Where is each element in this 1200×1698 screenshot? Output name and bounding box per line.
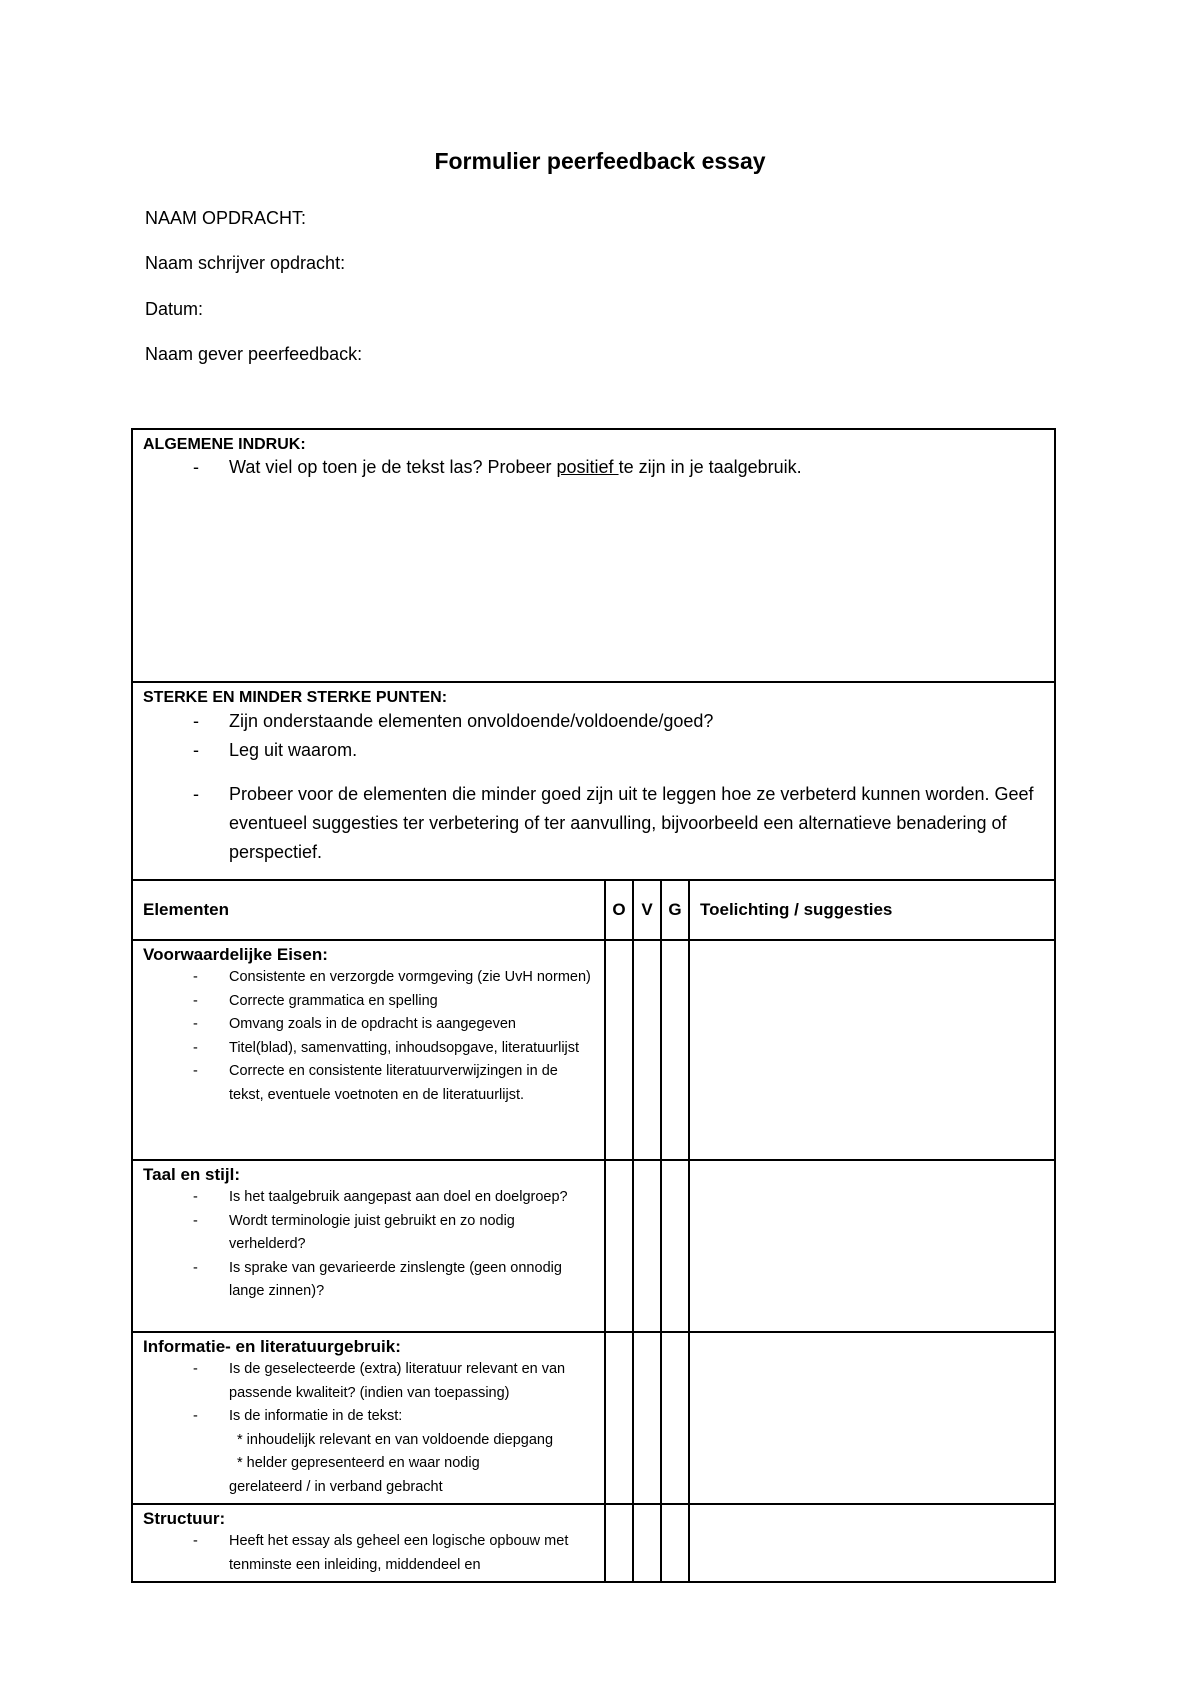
page-title: Formulier peerfeedback essay [434,148,766,174]
field-date: Datum: [145,299,204,319]
rating-o-cell[interactable] [605,1160,633,1332]
table-row [132,940,1055,1160]
general-impression-question: - Wat viel op toen je de tekst las? Probeer positief te zijn in je taalgebruik. [143,454,1044,480]
list-item: - Consistente en verzorgde vormgeving (zie UvH normen) [143,966,594,990]
section-conditions [132,940,605,1160]
list-item: - Is de geselecteerde (extra) literatuur relevant en van passende kwaliteit? (indien van toepassing) [143,1358,594,1405]
notes-cell[interactable] [689,1332,1055,1504]
header-notes: Toelichting / suggesties [689,880,1055,940]
list-item: - Omvang zoals in de opdracht is aangegeven [143,1013,594,1037]
rating-o-cell[interactable] [605,1504,633,1582]
field-writer-name: Naam schrijver opdracht: [145,253,346,273]
field-reviewer-name: Naam gever peerfeedback: [145,344,363,364]
rating-g-cell[interactable] [661,940,689,1160]
header-elements: Elementen [132,880,605,940]
rating-g-cell[interactable] [661,1332,689,1504]
notes-cell[interactable] [689,1160,1055,1332]
rating-o-cell[interactable] [605,940,633,1160]
section-structure [132,1504,605,1582]
list-item: - Leg uit waarom. [143,736,1044,765]
table-row [132,1504,1055,1582]
list-item: - Zijn onderstaande elementen onvoldoende/voldoende/goed? [143,707,1044,736]
header-v: V [633,880,661,940]
section-language-style [132,1160,605,1332]
table-row [132,1332,1055,1504]
table-header-row [132,880,1055,940]
strengths-heading: STERKE EN MINDER STERKE PUNTEN: [143,689,448,706]
rating-v-cell[interactable] [633,1504,661,1582]
list-item: - Is sprake van gevarieerde zinslengte (geen onnodig lange zinnen)? [143,1257,594,1304]
section-title: Structuur: [143,1509,226,1528]
rating-v-cell[interactable] [633,940,661,1160]
list-item: - Is de informatie in de tekst: * inhoudelijk relevant en van voldoende diepgang * helder gepresenteerd en waar nodig gerelateerd / in verband gebracht [143,1405,594,1499]
section-title: Informatie- en literatuurgebruik: [143,1337,401,1356]
field-assignment-name: NAAM OPDRACHT: [145,208,307,228]
strengths-row [132,682,1055,880]
list-item: - Correcte grammatica en spelling [143,990,594,1014]
sub-item: * helder gepresenteerd en waar nodig [237,1455,480,1471]
section-information-literature [132,1332,605,1504]
rating-o-cell[interactable] [605,1332,633,1504]
notes-cell[interactable] [689,940,1055,1160]
list-item: - Correcte en consistente literatuurverwijzingen in de tekst, eventuele voetnoten en de literatuurlijst. [143,1060,594,1107]
list-item: - Is het taalgebruik aangepast aan doel en doelgroep? [143,1186,594,1210]
sub-item: * inhoudelijk relevant en van voldoende diepgang [237,1431,554,1448]
strengths-cell [132,682,1055,880]
general-impression-row [132,429,1055,682]
general-impression-heading: ALGEMENE INDRUK: [143,436,306,453]
table-row [132,1160,1055,1332]
list-item: - Wordt terminologie juist gebruikt en zo nodig verhelderd? [143,1210,594,1257]
header-g: G [661,880,689,940]
list-item: - Heeft het essay als geheel een logische opbouw met tenminste een inleiding, middendeel en [143,1530,594,1577]
list-item: - Titel(blad), samenvatting, inhoudsopgave, literatuurlijst [143,1037,594,1061]
section-title: Taal en stijl: [143,1165,240,1184]
list-item: - Probeer voor de elementen die minder goed zijn uit te leggen hoe ze verbeterd kunnen worden. Geef eventueel suggesties ter verbetering of ter aanvulling, bijvoorbeeld een alternatieve benadering of perspectief. [143,780,1044,867]
general-impression-cell[interactable] [132,429,1055,682]
continuation-text: gerelateerd / in verband gebracht [229,1478,443,1495]
header-o: O [605,880,633,940]
section-title: Voorwaardelijke Eisen: [143,945,328,964]
rating-v-cell[interactable] [633,1332,661,1504]
notes-cell[interactable] [689,1504,1055,1582]
rating-g-cell[interactable] [661,1160,689,1332]
rating-v-cell[interactable] [633,1160,661,1332]
feedback-table [131,428,1056,1583]
rating-g-cell[interactable] [661,1504,689,1582]
